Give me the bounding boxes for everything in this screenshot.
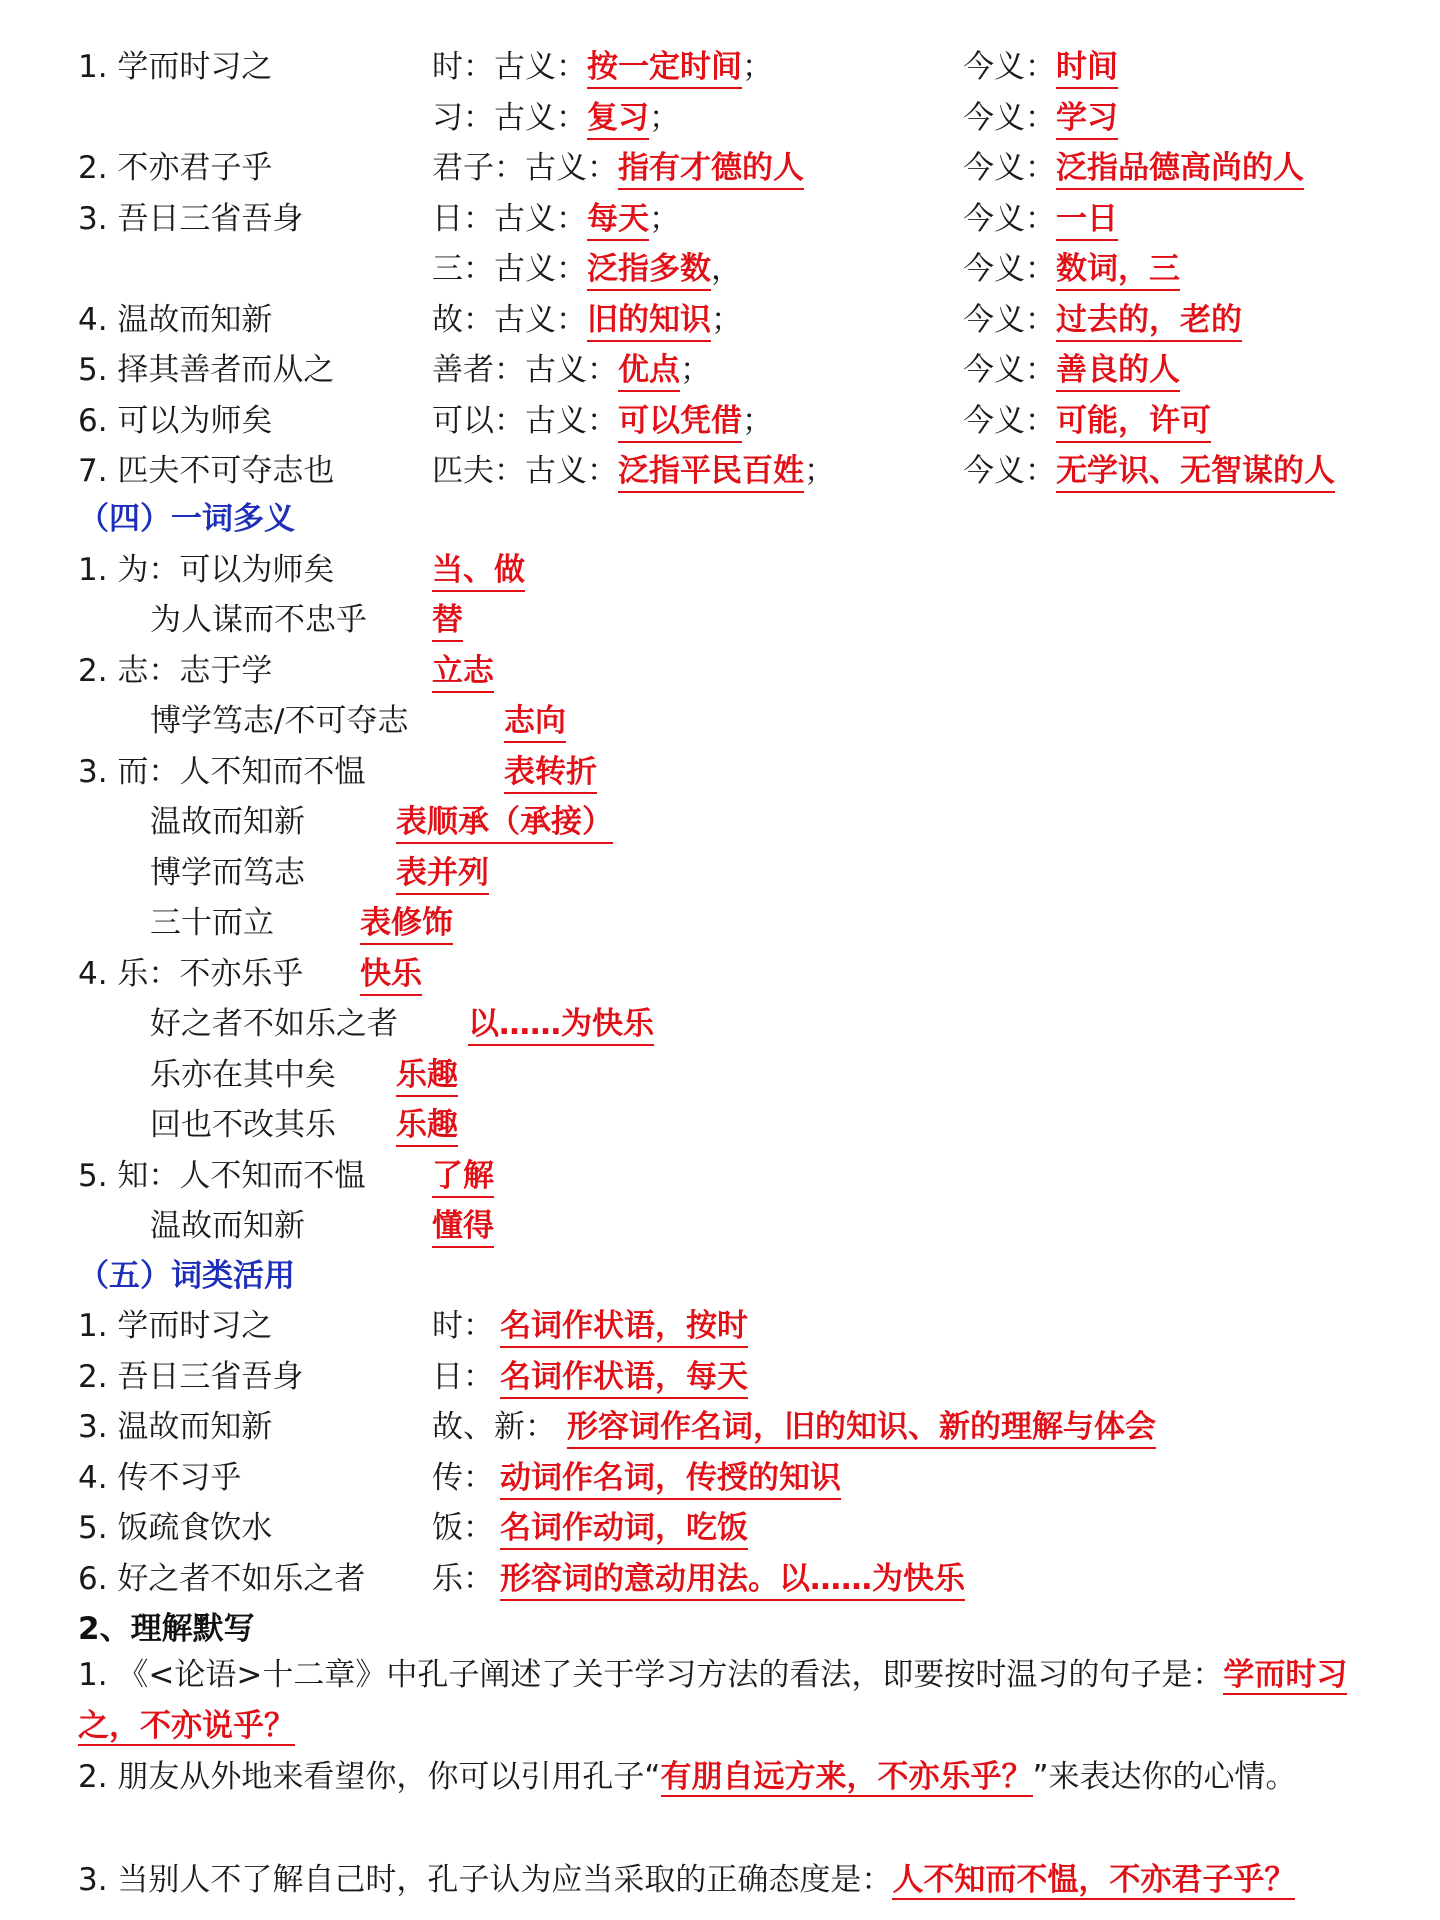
section-heading-word-class: （五）词类活用 [78,1258,295,1294]
polysemy-answer: 乐趣 [396,1055,458,1097]
polysemy-example: 好之者不如乐之者 [150,1006,398,1042]
polysemy-answer: 表修饰 [360,903,453,945]
ancient-meaning: 泛指平民百姓 [618,451,804,493]
target-word: 饭： [432,1510,494,1546]
ancient-meaning-end: ； [742,403,773,439]
ancient-modern-row [0,398,1440,444]
phrase: 2. 吾日三省吾身 [78,1359,304,1395]
phrase: 6. 好之者不如乐之者 [78,1561,366,1597]
polysemy-row [0,1153,1440,1199]
modern-meaning-cell [963,246,1180,292]
polysemy-example: 回也不改其乐 [150,1107,336,1143]
modern-meaning: 学习 [1056,98,1118,140]
ancient-modern-row [0,297,1440,343]
ancient-meaning-cell [432,398,773,444]
question-3-answer: 人不知而不愠，不亦君子乎？ [892,1862,1296,1898]
ancient-meaning: 可以凭借 [618,401,742,443]
polysemy-row [0,1102,1440,1148]
section-heading-polysemy-row [0,496,1440,542]
polysemy-row [0,951,1440,997]
modern-meaning: 一日 [1056,199,1118,241]
phrase: 5. 饭疏食饮水 [78,1510,273,1546]
modern-meaning-cell [963,44,1118,90]
word-class-row [0,1455,1440,1501]
ancient-prefix: 古义： [494,251,587,287]
ancient-meaning-end: ； [649,100,680,136]
target-word: 时： [432,1308,494,1344]
polysemy-example: 乐亦在其中矣 [150,1057,336,1093]
phrase: 1. 学而时习之 [78,1308,273,1344]
ancient-meaning-end: ； [804,453,835,489]
modern-meaning: 数词，三 [1056,249,1180,291]
question-1-answer: 学而时习之，不亦说乎？ [78,1657,1348,1744]
word: 故： [432,302,494,338]
phrase: 6. 可以为师矣 [78,403,273,439]
word-class-row [0,1404,1440,1450]
polysemy-example: 温故而知新 [150,804,305,840]
ancient-meaning-end: ， [711,251,742,287]
polysemy-example: 为人谋而不忠乎 [150,602,367,638]
section-heading-word-class-row [0,1253,1440,1299]
polysemy-row [0,850,1440,896]
ancient-prefix: 古义： [494,302,587,338]
polysemy-row [0,1052,1440,1098]
ancient-meaning-cell [432,44,773,90]
polysemy-answer: 立志 [432,651,494,693]
ancient-meaning-cell [432,246,742,292]
modern-prefix: 今义： [963,302,1056,338]
polysemy-row [0,698,1440,744]
modern-meaning: 过去的，老的 [1056,300,1242,342]
phrase: 4. 传不习乎 [78,1460,242,1496]
polysemy-answer: 替 [432,600,463,642]
target-word: 故、新： [432,1409,556,1445]
word: 可以： [432,403,525,439]
modern-meaning-cell [963,297,1242,343]
polysemy-example: 3. 而：人不知而不愠 [78,754,366,790]
ancient-meaning-cell [432,145,804,191]
target-word: 日： [432,1359,494,1395]
phrase: 2. 不亦君子乎 [78,150,273,186]
section-heading-dictation: 2、理解默写 [78,1611,255,1647]
modern-prefix: 今义： [963,352,1056,388]
polysemy-row [0,799,1440,845]
polysemy-answer: 了解 [432,1156,494,1198]
ancient-meaning-cell [432,95,680,141]
modern-meaning: 无学识、无智谋的人 [1056,451,1335,493]
ancient-meaning-cell [432,297,742,343]
word-class-answer: 名词作动词，吃饭 [500,1508,748,1550]
ancient-meaning: 每天 [587,199,649,241]
word: 三： [432,251,494,287]
polysemy-row [0,648,1440,694]
modern-meaning: 时间 [1056,47,1118,89]
dictation-question-3 [78,1855,1378,1906]
ancient-meaning: 复习 [587,98,649,140]
ancient-modern-row [0,448,1440,494]
section-heading-polysemy: （四）一词多义 [78,501,295,537]
phrase: 5. 择其善者而从之 [78,352,335,388]
polysemy-answer: 表顺承（承接） [396,802,613,844]
polysemy-example: 1. 为：可以为师矣 [78,552,335,588]
question-2-answer: 有朋自远方来，不亦乐乎？ [660,1759,1033,1795]
ancient-meaning: 旧的知识 [587,300,711,342]
modern-meaning-cell [963,95,1118,141]
word: 匹夫： [432,453,525,489]
modern-prefix: 今义： [963,201,1056,237]
polysemy-row [0,1203,1440,1249]
target-word: 乐： [432,1561,494,1597]
dictation-question-1 [78,1650,1378,1752]
word-class-answer: 形容词的意动用法。以……为快乐 [500,1559,965,1601]
modern-prefix: 今义： [963,251,1056,287]
question-3-text: 3. 当别人不了解自己时，孔子认为应当采取的正确态度是： [78,1862,893,1898]
phrase: 3. 温故而知新 [78,1409,273,1445]
polysemy-example: 温故而知新 [150,1208,305,1244]
question-1-text: 1. 《<论语>十二章》中孔子阐述了关于学习方法的看法，即要按时温习的句子是： [78,1657,1224,1693]
phrase: 7. 匹夫不可夺志也 [78,453,335,489]
modern-meaning: 泛指品德高尚的人 [1056,148,1304,190]
word-class-answer: 动词作名词，传授的知识 [500,1458,841,1500]
word-class-answer: 名词作状语，每天 [500,1357,748,1399]
target-word: 传： [432,1460,494,1496]
question-2-text-b: ”来表达你的心情。 [1032,1759,1297,1795]
modern-meaning: 善良的人 [1056,350,1180,392]
polysemy-row [0,1001,1440,1047]
modern-prefix: 今义： [963,49,1056,85]
polysemy-answer: 懂得 [432,1206,494,1248]
phrase: 1. 学而时习之 [78,49,273,85]
ancient-meaning-cell [432,448,835,494]
word-class-row [0,1505,1440,1551]
ancient-prefix: 古义： [494,201,587,237]
polysemy-example: 三十而立 [150,905,274,941]
ancient-prefix: 古义： [494,100,587,136]
polysemy-row [0,597,1440,643]
ancient-meaning: 按一定时间 [587,47,742,89]
polysemy-answer: 当、做 [432,550,525,592]
modern-prefix: 今义： [963,453,1056,489]
ancient-meaning-end: ； [711,302,742,338]
ancient-modern-row [0,95,1440,141]
modern-prefix: 今义： [963,403,1056,439]
section-heading-dictation-row [0,1606,1440,1652]
ancient-meaning-cell [432,347,711,393]
word-class-row [0,1303,1440,1349]
ancient-modern-row [0,145,1440,191]
ancient-prefix: 古义： [494,49,587,85]
ancient-meaning: 泛指多数 [587,249,711,291]
polysemy-row [0,749,1440,795]
ancient-modern-row [0,246,1440,292]
polysemy-row [0,900,1440,946]
modern-meaning-cell [963,398,1211,444]
polysemy-example: 博学而笃志 [150,855,305,891]
polysemy-answer: 快乐 [360,954,422,996]
ancient-meaning-end: ； [680,352,711,388]
polysemy-example: 5. 知：人不知而不愠 [78,1158,366,1194]
polysemy-example: 4. 乐：不亦乐乎 [78,956,304,992]
ancient-modern-row [0,196,1440,242]
word-class-answer: 形容词作名词，旧的知识、新的理解与体会 [567,1407,1156,1449]
polysemy-example: 2. 志：志于学 [78,653,273,689]
phrase: 3. 吾日三省吾身 [78,201,304,237]
polysemy-answer: 表并列 [396,853,489,895]
dictation-question-2 [78,1752,1378,1803]
modern-meaning-cell [963,145,1304,191]
ancient-meaning-cell [432,196,680,242]
ancient-modern-row [0,44,1440,90]
ancient-meaning-end: ； [742,49,773,85]
polysemy-answer: 乐趣 [396,1105,458,1147]
word: 时： [432,49,494,85]
word-class-row [0,1354,1440,1400]
question-2-text-a: 2. 朋友从外地来看望你，你可以引用孔子“ [78,1759,661,1795]
ancient-prefix: 古义： [525,453,618,489]
ancient-modern-row [0,347,1440,393]
ancient-prefix: 古义： [525,352,618,388]
ancient-meaning: 优点 [618,350,680,392]
polysemy-row [0,547,1440,593]
ancient-meaning-end: ； [649,201,680,237]
polysemy-answer: 志向 [504,701,566,743]
modern-meaning: 可能，许可 [1056,401,1211,443]
modern-prefix: 今义： [963,100,1056,136]
word: 善者： [432,352,525,388]
modern-prefix: 今义： [963,150,1056,186]
polysemy-answer: 以……为快乐 [468,1004,654,1046]
word-class-row [0,1556,1440,1602]
ancient-meaning: 指有才德的人 [618,148,804,190]
word: 习： [432,100,494,136]
modern-meaning-cell [963,448,1335,494]
polysemy-answer: 表转折 [504,752,597,794]
word: 日： [432,201,494,237]
word: 君子： [432,150,525,186]
modern-meaning-cell [963,196,1118,242]
phrase: 4. 温故而知新 [78,302,273,338]
modern-meaning-cell [963,347,1180,393]
ancient-prefix: 古义： [525,150,618,186]
ancient-prefix: 古义： [525,403,618,439]
polysemy-example: 博学笃志/不可夺志 [150,703,409,739]
word-class-answer: 名词作状语，按时 [500,1306,748,1348]
